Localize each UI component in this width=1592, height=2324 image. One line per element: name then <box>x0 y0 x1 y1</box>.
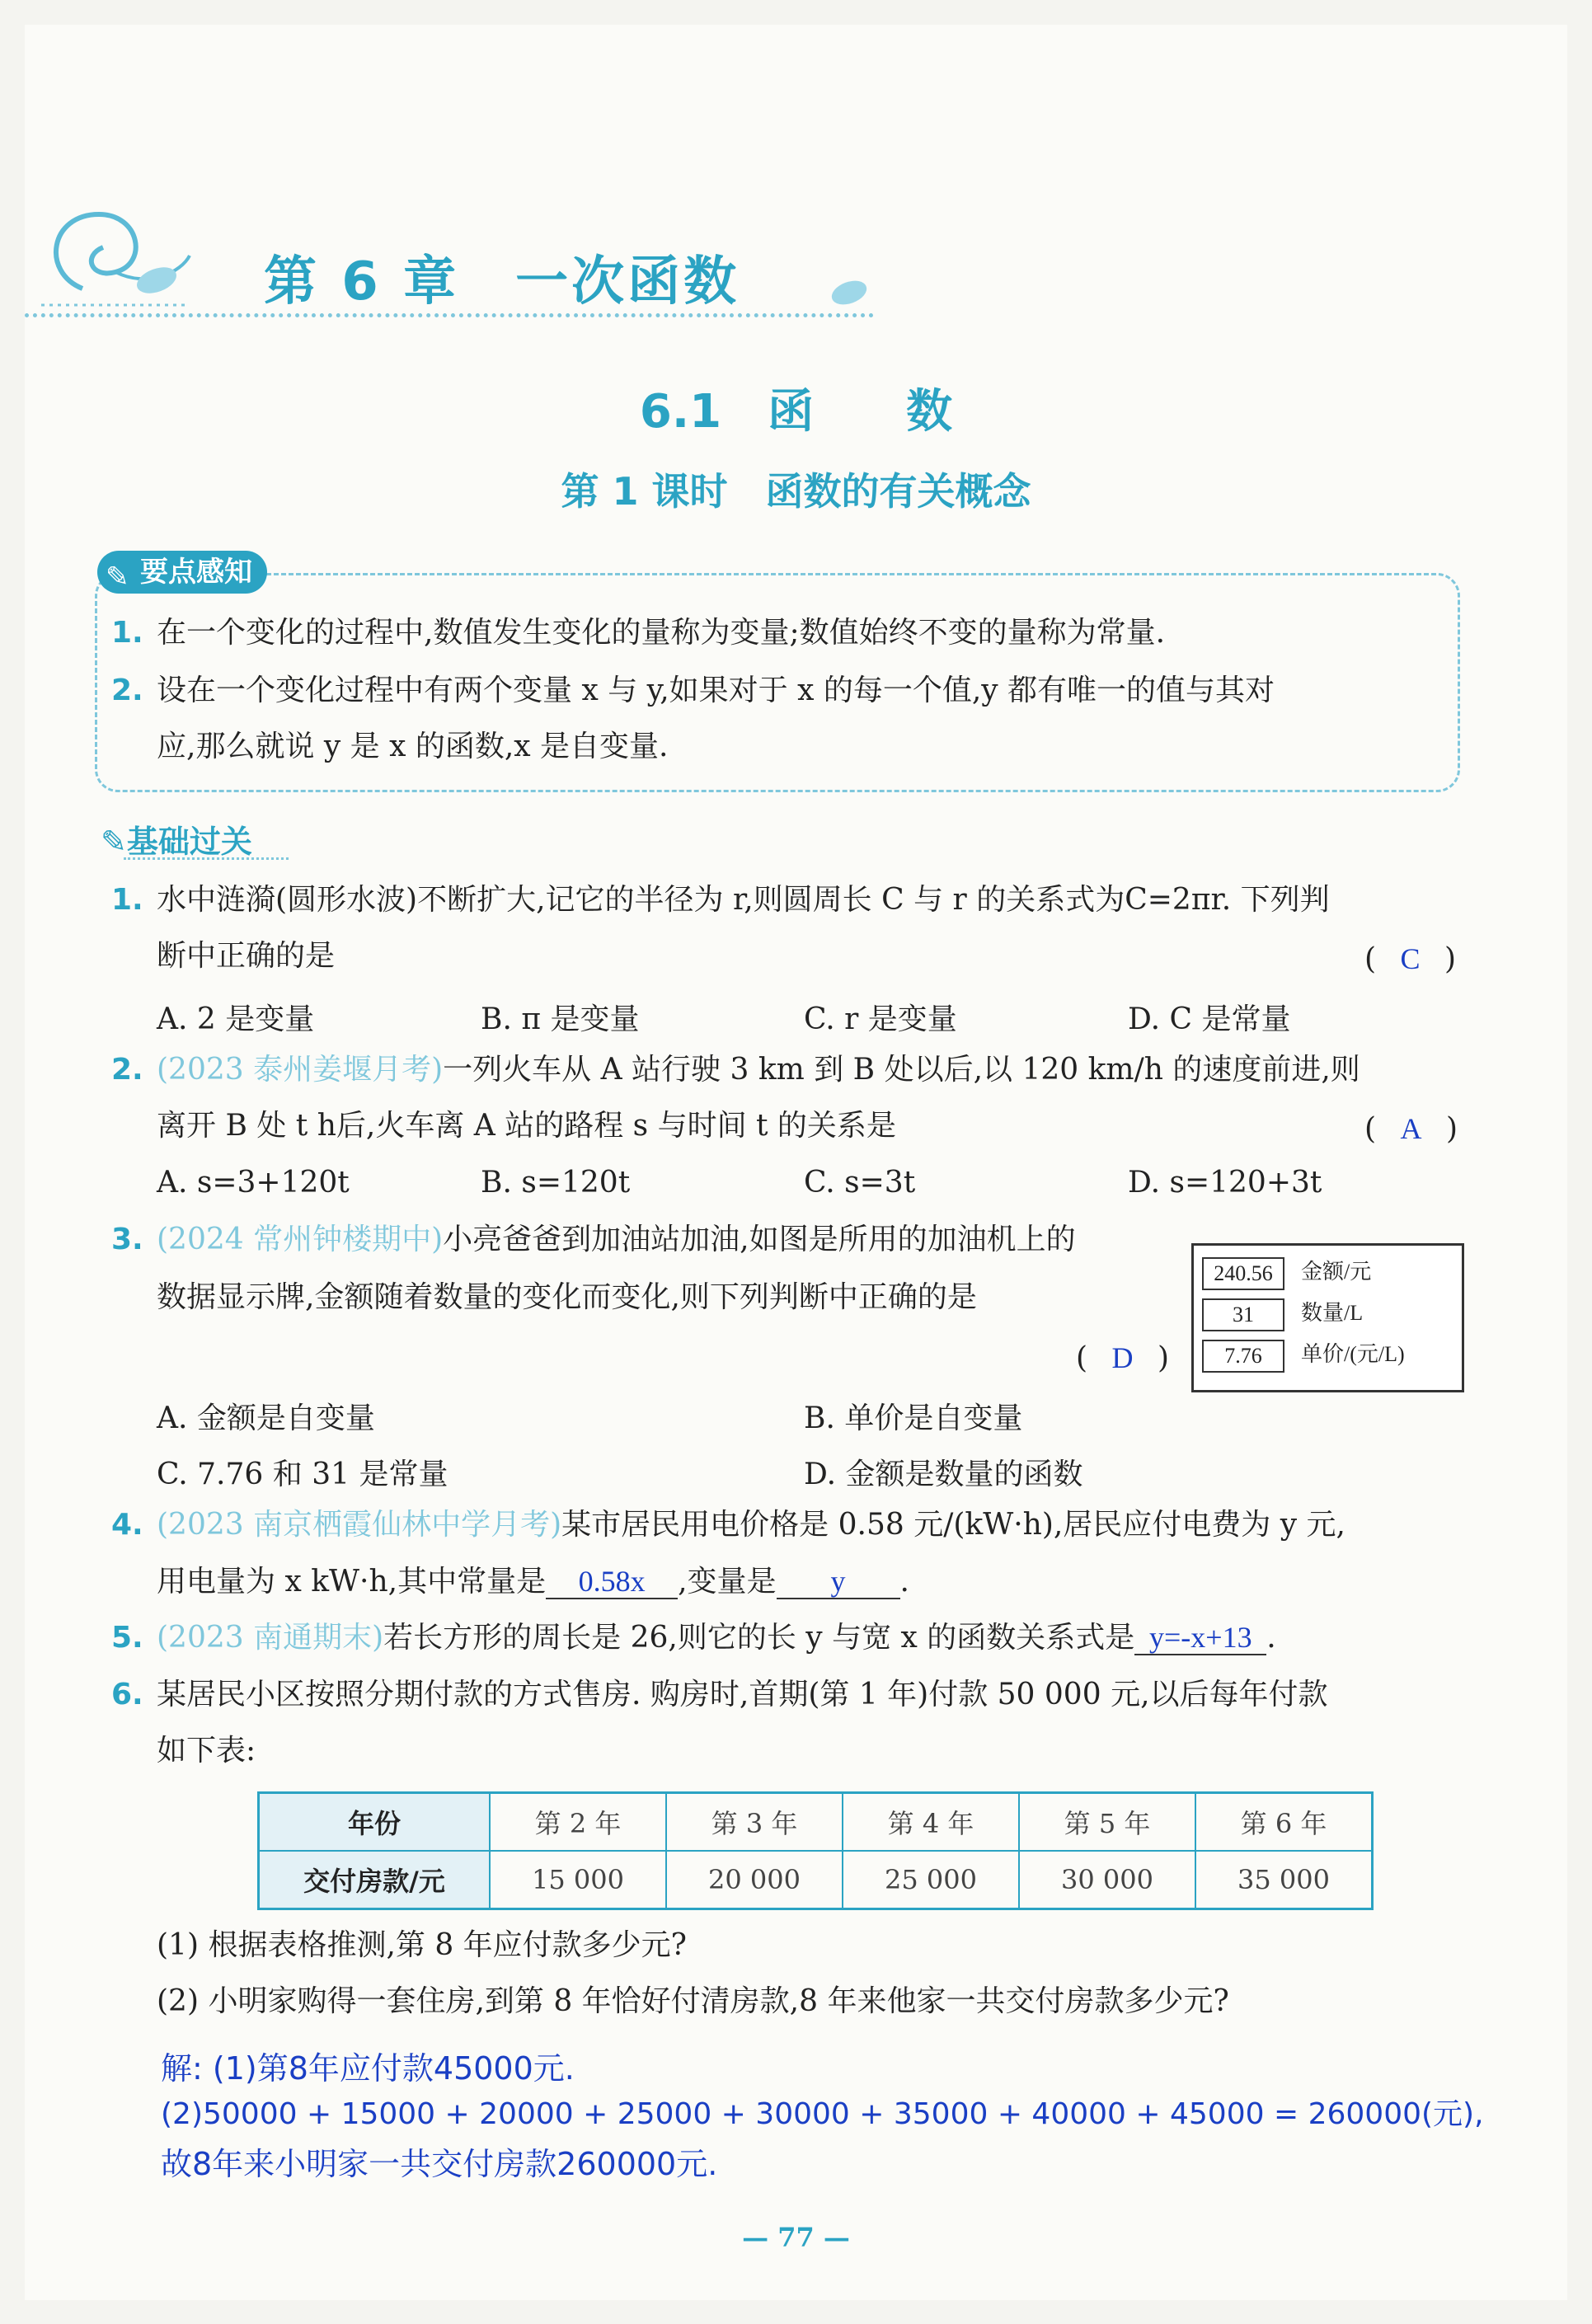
table-row <box>259 1793 1373 1852</box>
q1-option-a: A. 2 是变量 <box>157 1002 315 1036</box>
table-cell: 20 000 <box>666 1851 843 1909</box>
q3-option-b: B. 单价是自变量 <box>804 1401 1023 1435</box>
pump-quantity-value: 31 <box>1202 1298 1284 1331</box>
q2-option-a: A. s=3+120t <box>157 1166 350 1200</box>
key-point-2-cont: 应,那么就说 y 是 x 的函数,x 是自变量. <box>157 730 669 763</box>
table-cell: 35 000 <box>1195 1851 1373 1909</box>
pump-amount-value: 240.56 <box>1202 1257 1284 1290</box>
question-1-cont: 断中正确的是 <box>157 939 336 973</box>
q1-option-d: D. C 是常量 <box>1128 1002 1291 1036</box>
swirl-ornament-icon <box>33 190 198 313</box>
q4-blank-constant: 0.58x <box>546 1565 678 1599</box>
key-points-tag-label: 要点感知 <box>140 556 252 589</box>
q3-option-d: D. 金额是数量的函数 <box>804 1458 1083 1491</box>
question-2-cont: 离开 B 处 t h后,火车离 A 站的路程 s 与时间 t 的关系是 <box>157 1109 896 1143</box>
table-cell: 第 2 年 <box>490 1793 666 1852</box>
payment-table <box>257 1791 1374 1910</box>
question-4-cont: 用电量为 x kW·h,其中常量是 0.58x ,变量是 y . <box>157 1565 909 1599</box>
question-6-part-1: (1) 根据表格推测,第 8 年应付款多少元? <box>157 1928 687 1962</box>
key-point-1: 1. 在一个变化的过程中,数值发生变化的量称为变量;数值始终不变的量称为常量. <box>111 616 1166 650</box>
q2-option-d: D. s=120+3t <box>1128 1166 1322 1200</box>
question-1: 1. 水中涟漪(圆形水波)不断扩大,记它的半径为 r,则圆周长 C 与 r 的关系式为C=2πr. 下列判 <box>111 883 1330 917</box>
q3-option-c: C. 7.76 和 31 是常量 <box>157 1458 448 1491</box>
question-5: 5. (2023 南通期末)若长方形的周长是 26,则它的长 y 与宽 x 的函数关系式是 y=-x+13 . <box>111 1621 1276 1655</box>
table-cell: 第 4 年 <box>843 1793 1019 1852</box>
pushpin-icon: ✎ <box>106 561 129 594</box>
table-cell: 15 000 <box>490 1851 666 1909</box>
pump-quantity-label: 数量/L <box>1301 1301 1364 1325</box>
q2-option-b: B. s=120t <box>481 1166 631 1200</box>
key-point-2: 2. 设在一个变化过程中有两个变量 x 与 y,如果对于 x 的每一个值,y 都有唯一的值与其对 <box>111 674 1275 707</box>
question-3: 3. (2024 常州钟楼期中)小亮爸爸到加油站加油,如图是所用的加油机上的 <box>111 1223 1076 1256</box>
solution-line-3: 故8年来小明家一共交付房款260000元. <box>161 2146 718 2182</box>
table-cell: 25 000 <box>843 1851 1019 1909</box>
q1-option-c: C. r 是变量 <box>804 1002 957 1036</box>
section-title: 6.1 函 数 <box>639 385 953 439</box>
table-cell: 第 6 年 <box>1195 1793 1373 1852</box>
table-cell: 30 000 <box>1019 1851 1195 1909</box>
solution-line-1: 解: (1)第8年应付款45000元. <box>161 2050 575 2087</box>
question-2-answer: ( A ) <box>1364 1112 1458 1146</box>
pencil-icon: ✎ <box>101 824 127 860</box>
question-6: 6. 某居民小区按照分期付款的方式售房. 购房时,首期(第 1 年)付款 50 000 元,以后每年付款 <box>111 1678 1328 1711</box>
page-number: — 77 — <box>742 2222 850 2253</box>
q3-option-a: A. 金额是自变量 <box>157 1401 375 1435</box>
basics-tag-underline <box>124 857 289 860</box>
pump-price-value: 7.76 <box>1202 1340 1284 1373</box>
question-1-answer: ( C ) <box>1364 942 1457 976</box>
question-2: 2. (2023 泰州姜堰月考)一列火车从 A 站行驶 3 km 到 B 处以后,以 120 km/h 的速度前进,则 <box>111 1053 1360 1087</box>
key-points-tag <box>97 551 267 594</box>
pump-price-label: 单价/(元/L) <box>1301 1342 1405 1366</box>
solution-line-2: (2)50000 + 15000 + 20000 + 25000 + 30000 + 35000 + 40000 + 45000 = 260000(元), <box>161 2097 1484 2131</box>
q4-blank-variable: y <box>777 1565 900 1599</box>
lesson-title: 第 1 课时 函数的有关概念 <box>561 469 1031 514</box>
leaf-icon <box>829 276 870 309</box>
header-divider <box>25 313 874 317</box>
basics-tag: ✎基础过关 <box>101 824 252 860</box>
table-cell: 第 5 年 <box>1019 1793 1195 1852</box>
q1-option-b: B. π 是变量 <box>481 1002 640 1036</box>
chapter-title: 第 6 章 一次函数 <box>264 251 740 312</box>
table-row <box>259 1851 1373 1909</box>
table-cell: 第 3 年 <box>666 1793 843 1852</box>
question-3-answer: ( D ) <box>1076 1341 1169 1375</box>
question-3-cont: 数据显示牌,金额随着数量的变化而变化,则下列判断中正确的是 <box>157 1280 977 1314</box>
table-header-payment: 交付房款/元 <box>259 1851 491 1909</box>
question-6-part-2: (2) 小明家购得一套住房,到第 8 年恰好付清房款,8 年来他家一共交付房款多少元? <box>157 1984 1229 2018</box>
q2-option-c: C. s=3t <box>804 1166 916 1200</box>
table-header-year: 年份 <box>259 1793 491 1852</box>
question-4: 4. (2023 南京栖霞仙林中学月考)某市居民用电价格是 0.58 元/(kW·h),居民应付电费为 y 元, <box>111 1508 1345 1542</box>
fuel-pump-display <box>1191 1243 1464 1392</box>
q5-blank: y=-x+13 <box>1134 1621 1266 1655</box>
pump-amount-label: 金额/元 <box>1301 1260 1372 1284</box>
question-6-cont: 如下表: <box>157 1734 256 1768</box>
